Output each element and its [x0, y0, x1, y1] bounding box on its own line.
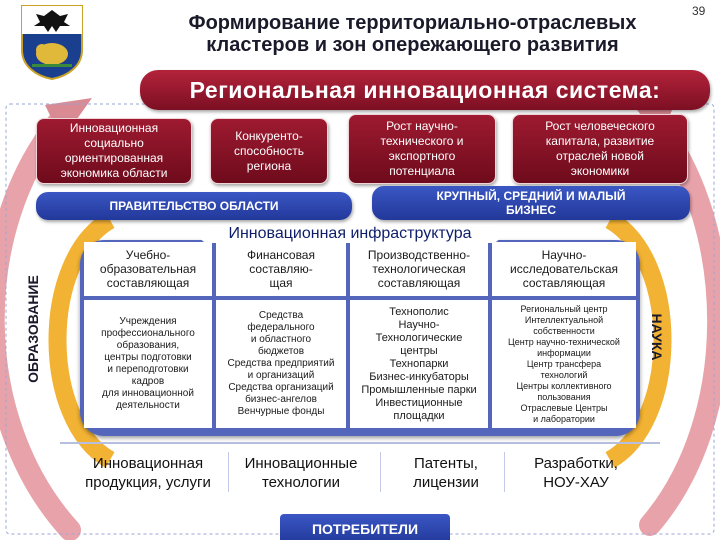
output-separator	[504, 452, 505, 492]
column-body-production	[350, 300, 488, 428]
output-patents	[388, 450, 504, 496]
item-line: и переподготовки	[107, 364, 189, 375]
item-line: Учреждения	[119, 316, 177, 327]
goal-scientific-potential	[348, 114, 496, 184]
item-line: Средства	[258, 310, 304, 321]
head-line: составляющая	[377, 276, 461, 290]
item-line: Центр трансфера	[526, 358, 602, 369]
goal-line: Рост человеческого	[545, 119, 655, 133]
output-developments	[506, 450, 646, 496]
output-separator	[380, 452, 381, 492]
item-line: информации	[537, 347, 591, 358]
output-line: лицензии	[413, 474, 479, 491]
item-line: Научно-	[398, 318, 440, 331]
item-line: технологий	[540, 369, 588, 380]
goal-line: социально	[84, 136, 144, 150]
item-line: Интеллектуальной	[524, 314, 604, 325]
output-divider	[60, 442, 660, 444]
item-line: и организаций	[247, 370, 315, 381]
head-line: щая	[269, 276, 293, 290]
head-line: Учебно-	[125, 248, 171, 262]
goal-human-capital	[512, 114, 688, 184]
item-line: Венчурные фонды	[237, 406, 325, 417]
output-line: НОУ-ХАУ	[543, 474, 609, 491]
head-line: технологическая	[372, 262, 466, 276]
system-banner: Региональная инновационная система:	[140, 70, 710, 110]
output-line: Патенты,	[414, 455, 478, 472]
column-body-finance	[216, 300, 346, 428]
item-line: Технопарки	[389, 357, 449, 370]
item-line: Технологические	[375, 331, 463, 344]
head-line: Научно-	[541, 248, 587, 262]
goal-line: Конкуренто-	[235, 128, 303, 143]
item-line: центры подготовки	[104, 352, 192, 363]
infrastructure-title: Инновационная инфраструктура	[200, 225, 500, 243]
goal-line: экономики	[570, 164, 630, 178]
column-head-production	[350, 242, 488, 296]
column-head-finance	[216, 242, 346, 296]
label-education: ОБРАЗОВАНИЕ	[25, 275, 41, 383]
output-line: технологии	[261, 474, 340, 491]
column-head-research	[492, 242, 636, 296]
goal-line: региона	[246, 158, 292, 173]
page-title	[120, 12, 705, 56]
item-line: Средства предприятий	[227, 358, 335, 369]
item-line: пользования	[537, 391, 591, 402]
goal-line: технического и	[380, 134, 464, 148]
output-line: Инновационная	[92, 455, 204, 472]
item-line: Центры коллективного	[516, 380, 612, 391]
goal-competitiveness	[210, 118, 328, 184]
government-bar: ПРАВИТЕЛЬСТВО ОБЛАСТИ	[36, 192, 352, 220]
item-line: Технополис	[389, 305, 449, 318]
goal-line: экспортного	[388, 149, 456, 163]
head-line: образовательная	[99, 262, 197, 276]
goal-line: экономика области	[60, 166, 168, 180]
head-line: Финансовая	[247, 248, 315, 262]
item-line: и лаборатории	[533, 413, 595, 424]
business-line-2: БИЗНЕС	[505, 203, 557, 217]
item-line: собственности	[533, 325, 595, 336]
item-line: Промышленные парки	[361, 383, 477, 396]
item-line: Центр научно-технической	[508, 336, 620, 347]
item-line: Региональный центр	[520, 303, 608, 314]
item-line: центры	[400, 344, 438, 357]
goal-line: Рост научно-	[386, 119, 458, 133]
label-science: НАУКА	[649, 313, 665, 361]
output-separator	[228, 452, 229, 492]
goal-line: потенциала	[389, 164, 455, 178]
page-number: 39	[692, 4, 706, 18]
title-line-1: Формирование территориально-отраслевых	[188, 12, 637, 34]
output-line: Разработки,	[534, 455, 618, 472]
item-line: деятельности	[116, 400, 180, 411]
item-line: Отраслевые Центры	[520, 402, 608, 413]
item-line: Бизнес-инкубаторы	[369, 370, 469, 383]
item-line: профессионального	[101, 328, 195, 339]
item-line: площадки	[393, 409, 445, 422]
goal-innovative-economy	[36, 118, 192, 184]
head-line: составляющая	[106, 276, 190, 290]
item-line: и областного	[250, 334, 312, 345]
output-innovative-products	[68, 450, 228, 496]
head-line: составляю-	[249, 262, 313, 276]
goal-line: ориентированная	[64, 151, 164, 165]
column-head-education	[84, 242, 212, 296]
column-body-education	[84, 300, 212, 428]
goal-line: отраслей новой	[556, 149, 644, 163]
title-line-2: кластеров и зон опережающего развития	[206, 34, 619, 56]
item-line: бюджетов	[257, 346, 305, 357]
output-line: Инновационные	[244, 455, 358, 472]
item-line: Инвестиционные	[375, 396, 463, 409]
coat-of-arms-icon	[18, 2, 86, 80]
item-line: бизнес-ангелов	[245, 394, 317, 405]
item-line: кадров	[131, 376, 165, 387]
item-line: федерального	[247, 322, 315, 333]
goal-line: Инновационная	[69, 121, 159, 135]
head-line: исследовательская	[509, 262, 619, 276]
head-line: Производственно-	[367, 248, 471, 262]
goal-line: капитала, развитие	[545, 134, 655, 148]
head-line: составляющая	[522, 276, 606, 290]
business-line-1: КРУПНЫЙ, СРЕДНИЙ И МАЛЫЙ	[436, 189, 626, 203]
goal-line: способность	[234, 143, 304, 158]
column-body-research	[492, 300, 636, 428]
item-line: Средства организаций	[228, 382, 334, 393]
item-line: образования,	[116, 340, 180, 351]
output-innovative-technologies	[228, 450, 374, 496]
consumers-bar: ПОТРЕБИТЕЛИ	[280, 514, 450, 540]
business-bar	[372, 186, 690, 220]
item-line: для инновационной	[102, 388, 194, 399]
output-line: продукция, услуги	[85, 474, 211, 491]
